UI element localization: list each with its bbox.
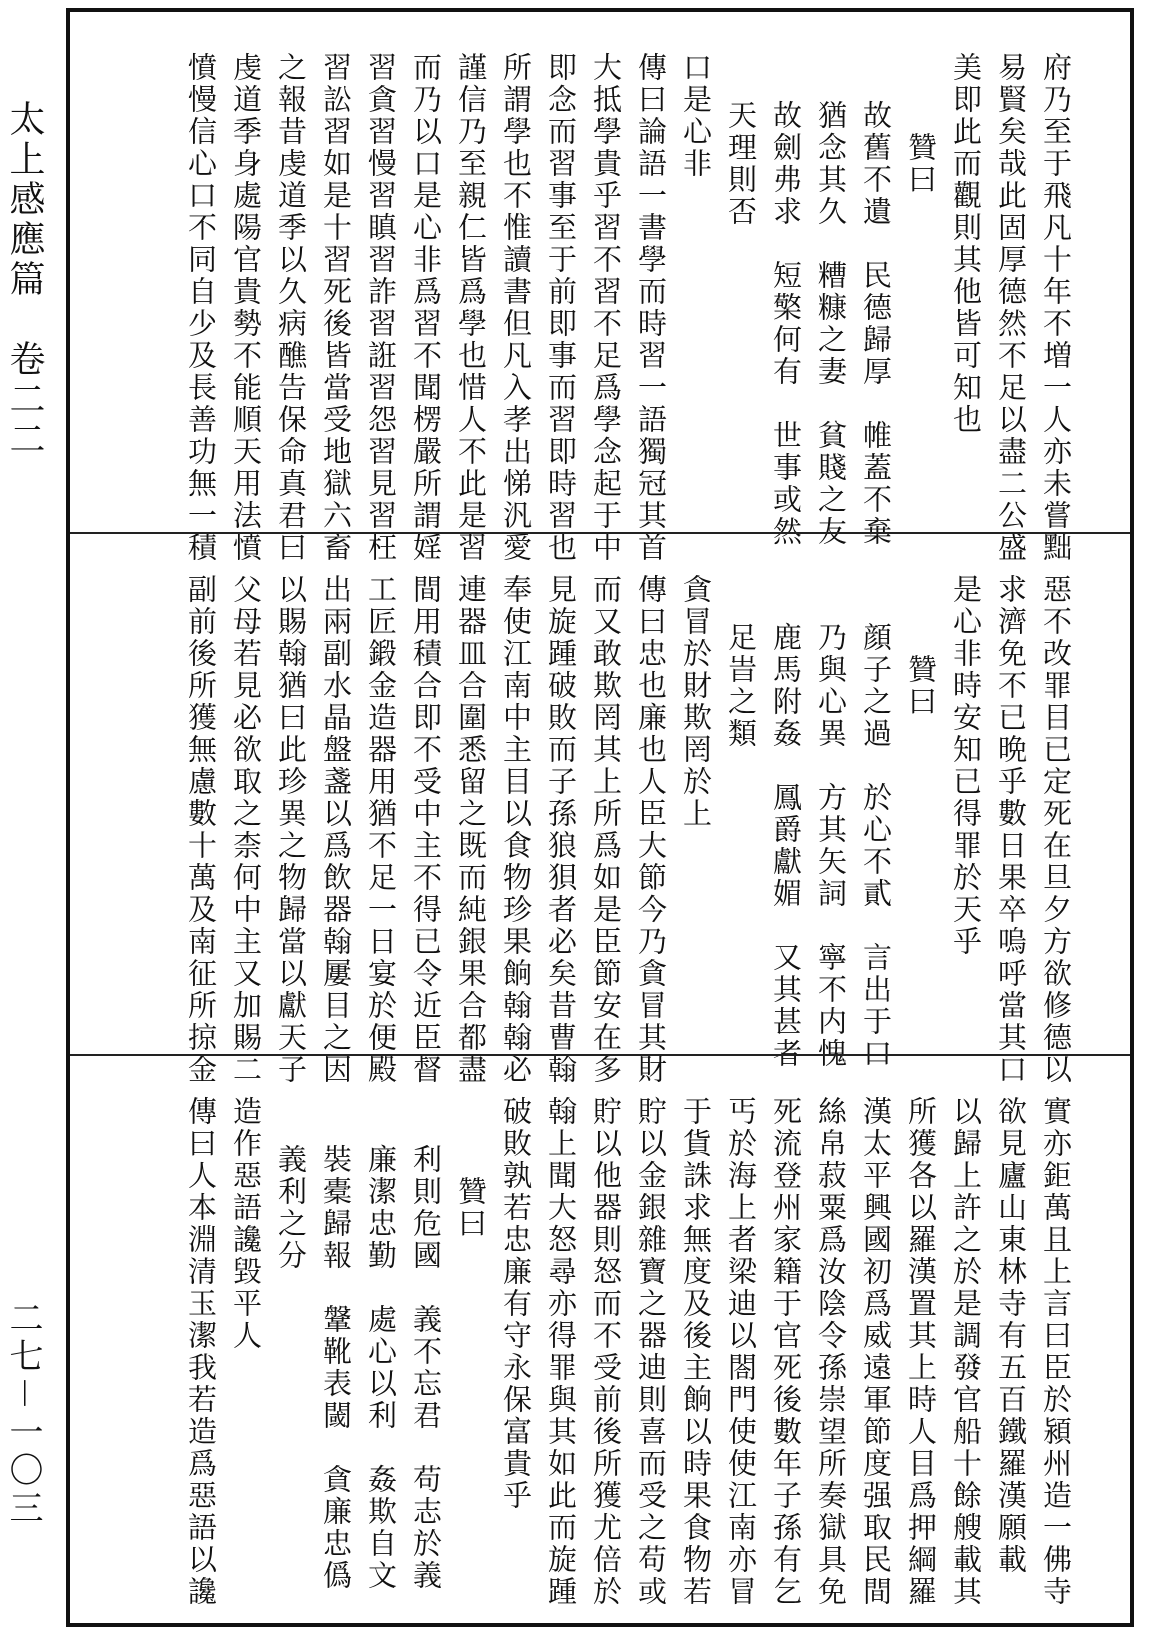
page-number-margin: 二七－一〇三 [3,1300,43,1528]
text-column: 連器皿合圍悉留之既而純銀果合都盡 [454,574,488,1086]
text-column: 造作惡語讒毀平人 [229,1096,263,1352]
text-column: 實亦鉅萬且上言曰臣於潁州造一佛寺 [1039,1096,1073,1608]
text-column: 絲帛菽粟爲汝陰令孫崇望所奏獄具免 [814,1096,848,1608]
text-column: 破敗孰若忠廉有守永保富貴乎 [499,1096,533,1512]
text-column: 裝橐歸報 鞶靴表閾 貪廉忠僞 [319,1144,353,1592]
text-column: 傳曰忠也廉也人臣大節今乃貪冒其財 [634,574,668,1086]
panel-top [70,12,1130,564]
text-column: 貯以金銀雜寶之器迪則喜而受之苟或 [634,1096,668,1608]
text-column: 傳曰人本淵清玉潔我若造爲惡語以讒 [184,1096,218,1608]
text-column: 而又敢欺罔其上所爲如是臣節安在多 [589,574,623,1086]
text-column: 惡不改罪目已定死在旦夕方欲修德以 [1039,574,1073,1086]
text-column: 乃與心異 方其矢詞 寧不内愧 [814,622,848,1070]
text-column: 易賢矣哉此固厚德然不足以盡二公盛 [994,52,1028,564]
text-columns-middle [170,534,1073,1086]
text-column: 足旹之類 [724,622,758,750]
text-column: 貪冒於財欺罔於上 [679,574,713,830]
text-column: 虔道季身處陽官貴勢不能順天用法憤 [229,52,263,564]
book-title-margin: 太上感應篇 卷二二 [4,100,45,460]
text-column: 于貨誅求無度及後主餉以時果食物若 [679,1096,713,1608]
text-column: 故劍弗求 短檠何有 世事或然 [769,100,803,548]
page-frame [66,8,1134,1627]
text-column: 猶念其久 糟糠之妻 貧賤之友 [814,100,848,548]
text-column: 父母若見必欲取之柰何中主又加賜二 [229,574,263,1086]
text-column: 天理則否 [724,100,758,228]
text-column: 鹿馬附姦 鳳爵獻媚 又其甚者 [769,622,803,1070]
text-column: 死流登州家籍于官死後數年子孫有乞 [769,1096,803,1608]
text-column: 間用積合即不受中主不得已令近臣督 [409,574,443,1086]
text-column: 欲見廬山東林寺有五百鐵羅漢願載 [994,1096,1028,1576]
text-column: 是心非時安知已得罪於天乎 [949,574,983,958]
text-column: 顔子之過 於心不貳 言出于口 [859,622,893,1070]
text-column: 副前後所獲無慮數十萬及南征所掠金 [184,574,218,1086]
text-column: 所獲各以羅漢置其上時人目爲押綱羅 [904,1096,938,1608]
text-column: 以歸上許之於是調發官船十餘艘載其 [949,1096,983,1608]
text-column: 所謂學也不惟讀書但凡入孝出悌汎愛 [499,52,533,564]
text-column: 故舊不遺 民德歸厚 帷蓋不棄 [859,100,893,548]
text-column: 貯以他器則怒而不受前後所獲尤倍於 [589,1096,623,1608]
text-column: 漢太平興國初爲威遠軍節度强取民間 [859,1096,893,1608]
text-column: 贊曰 [454,1176,488,1240]
text-column: 贊曰 [904,132,938,196]
text-column: 憤慢信心口不同自少及長善功無一積 [184,52,218,564]
text-column: 之報昔虔道季以久病醮告保命真君曰 [274,52,308,564]
text-column: 傳曰論語一書學而時習一語獨冠其首 [634,52,668,564]
text-column: 府乃至于飛凡十年不増一人亦未嘗黜 [1039,52,1073,564]
text-column: 習訟習如是十習死後皆當受地獄六畜 [319,52,353,564]
text-column: 奉使江南中主目以食物珍果餉翰翰必 [499,574,533,1086]
panel-bottom [70,1056,1130,1626]
text-column: 以賜翰猶曰此珍異之物歸當以獻天子 [274,574,308,1086]
text-column: 求濟免不已晩乎數日果卒嗚呼當其口 [994,574,1028,1086]
text-column: 義利之分 [274,1144,308,1272]
text-column: 大抵學貴乎習不習不足爲學念起于中 [589,52,623,564]
text-column: 翰上聞大怒尋亦得罪與其如此而旋踵 [544,1096,578,1608]
text-columns-top [170,12,1073,564]
text-column: 工匠鍛金造器用猶不足一日宴於便殿 [364,574,398,1086]
text-column: 習貪習慢習瞋習詐習誑習怨習見習枉 [364,52,398,564]
text-column: 而乃以口是心非爲習不聞楞嚴所謂婬 [409,52,443,564]
text-columns-bottom [170,1056,1073,1626]
panel-middle [70,534,1130,1086]
text-column: 利則危國 義不忘君 苟志於義 [409,1144,443,1592]
text-column: 口是心非 [679,52,713,180]
text-column: 出兩副水晶盤盞以爲飲器翰屢目之因 [319,574,353,1086]
text-column: 贊曰 [904,654,938,718]
text-column: 謹信乃至親仁皆爲學也惜人不此是習 [454,52,488,564]
text-column: 美即此而觀則其他皆可知也 [949,52,983,436]
text-column: 丐於海上者梁迪以閤門使使江南亦冒 [724,1096,758,1608]
text-column: 廉潔忠勤 處心以利 姦欺自文 [364,1144,398,1592]
text-column: 即念而習事至于前即事而習即時習也 [544,52,578,564]
text-column: 見旋踵破敗而子孫狼狽者必矣昔曹翰 [544,574,578,1086]
